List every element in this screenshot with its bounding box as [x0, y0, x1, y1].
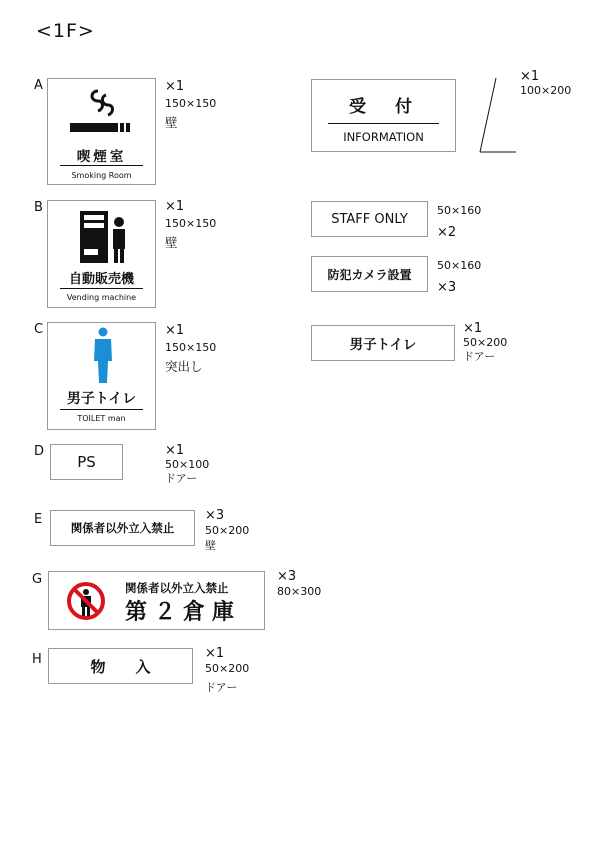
quantity: ×3 — [437, 280, 457, 295]
sign-vending-machine — [47, 200, 156, 308]
dimensions: 50×200 — [463, 336, 508, 349]
item-letter-d: D — [34, 444, 45, 459]
spec-staff-only — [437, 200, 481, 244]
sign-title: 関係者以外立入禁止 — [70, 521, 175, 535]
quantity: ×1 — [520, 69, 540, 84]
dimensions: 50×160 — [437, 204, 482, 217]
sign-subtitle: Smoking Room — [71, 171, 132, 180]
dimensions: 50×200 — [205, 662, 250, 675]
mount-type: 壁 — [205, 539, 216, 552]
quantity: ×1 — [165, 79, 185, 94]
spec-c — [165, 322, 216, 375]
dimensions: 80×300 — [277, 585, 322, 598]
sign-divider — [60, 288, 143, 289]
quantity: ×3 — [205, 508, 225, 523]
mount-type: ドアー — [165, 472, 198, 485]
quantity: ×3 — [277, 569, 297, 584]
mount-type: 突出し — [165, 359, 203, 374]
sign-divider — [328, 123, 439, 124]
dimensions: 150×150 — [165, 341, 217, 354]
sign-title: 防犯カメラ設置 — [327, 267, 412, 282]
quantity: ×1 — [165, 443, 185, 458]
spec-reception — [520, 70, 571, 98]
spec-g — [277, 569, 321, 599]
spec-a — [165, 78, 216, 131]
sign-authorized-only — [50, 510, 195, 546]
dimensions: 150×150 — [165, 217, 217, 230]
sign-line2: 第２倉庫 — [125, 600, 242, 625]
sign-staff-only — [311, 201, 428, 237]
item-letter-b: B — [34, 200, 43, 215]
quantity: ×2 — [437, 225, 457, 240]
item-letter-g: G — [32, 572, 43, 587]
sign-ps — [50, 444, 123, 480]
dimensions: 100×200 — [520, 84, 572, 97]
smoking-icon — [68, 87, 138, 139]
no-entry-icon — [66, 581, 106, 621]
mount-type: ドアー — [205, 681, 238, 694]
sign-subtitle: Vending machine — [66, 293, 137, 302]
sign-smoking-room — [47, 78, 156, 185]
dimensions: 50×200 — [205, 524, 250, 537]
sign-mens-toilet-door — [311, 325, 455, 361]
sign-title: 男子トイレ — [349, 337, 417, 353]
vending-machine-icon — [78, 209, 130, 265]
spec-e — [205, 508, 249, 553]
sign-security-camera — [311, 256, 428, 292]
sign-storage — [48, 648, 193, 684]
sign-title: 喫煙室 — [76, 149, 127, 165]
sign-line1: 関係者以外立入禁止 — [125, 581, 229, 595]
spec-b — [165, 198, 216, 251]
sign-mens-toilet — [47, 322, 156, 430]
spec-h — [205, 646, 249, 695]
spec-mens-toilet-door — [463, 322, 507, 364]
sign-title: 自動販売機 — [68, 272, 134, 287]
mount-type: ドアー — [463, 350, 496, 363]
man-figure-icon — [92, 327, 114, 385]
sign-title: 物 入 — [90, 657, 151, 676]
mount-type: 壁 — [165, 235, 178, 250]
spec-camera — [437, 255, 481, 299]
dimensions: 150×150 — [165, 97, 217, 110]
sign-subtitle: INFORMATION — [343, 130, 424, 144]
sign-reception — [311, 79, 456, 152]
quantity: ×1 — [463, 321, 483, 336]
sign-title: STAFF ONLY — [331, 211, 408, 227]
sign-divider — [60, 165, 143, 166]
sign-title: 受 付 — [349, 97, 418, 117]
sign-subtitle: TOILET man — [77, 414, 126, 423]
sign-title: PS — [77, 453, 96, 471]
sign-warehouse-2 — [48, 571, 265, 630]
item-letter-h: H — [32, 652, 42, 667]
floor-title: <1F> — [36, 20, 95, 42]
stand-side-view-icon — [476, 76, 520, 156]
dimensions: 50×160 — [437, 259, 482, 272]
sign-divider — [60, 409, 143, 410]
spec-d — [165, 444, 209, 486]
sign-title: 男子トイレ — [66, 391, 137, 407]
quantity: ×1 — [165, 199, 185, 214]
item-letter-c: C — [34, 322, 44, 337]
quantity: ×1 — [205, 646, 225, 661]
dimensions: 50×100 — [165, 458, 210, 471]
quantity: ×1 — [165, 323, 185, 338]
item-letter-a: A — [34, 78, 43, 93]
item-letter-e: E — [34, 512, 43, 527]
mount-type: 壁 — [165, 115, 178, 130]
